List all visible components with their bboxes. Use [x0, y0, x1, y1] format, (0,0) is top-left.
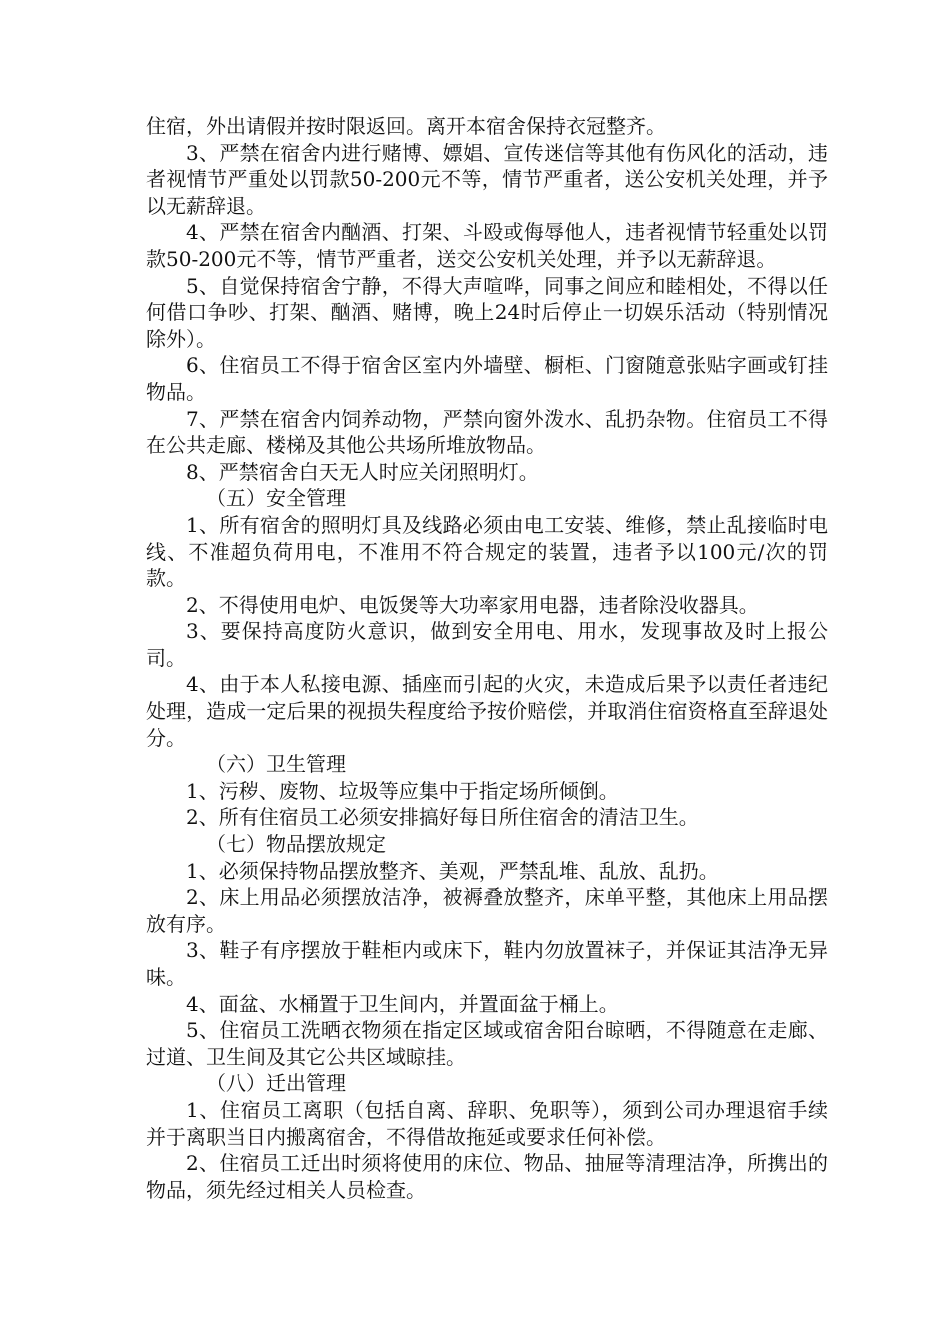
- paragraph: 1、住宿员工离职（包括自离、辞职、免职等），须到公司办理退宿手续并于离职当日内搬离宿舍，不得借故拖延或要求任何补偿。: [146, 1097, 828, 1149]
- paragraph: 3、严禁在宿舍内进行赌博、嫖娼、宣传迷信等其他有伤风化的活动，违者视情节严重处以罚款50-200元不等，情节严重者，送公安机关处理，并予以无薪辞退。: [146, 140, 828, 218]
- paragraph: 2、住宿员工迁出时须将使用的床位、物品、抽屉等清理洁净，所携出的物品，须先经过相关人员检查。: [146, 1151, 828, 1202]
- paragraph: 4、由于本人私接电源、插座而引起的火灾，未造成后果予以责任者违纪处理，造成一定后果的视损失程度给予按价赔偿，并取消住宿资格直至辞退处分。: [146, 672, 828, 750]
- paragraph: 5、自觉保持宿舍宁静，不得大声喧哗，同事之间应和睦相处，不得以任何借口争吵、打架、酗酒、赌博，晚上24时后停止一切娱乐活动（特别情况除外）。: [146, 273, 828, 351]
- paragraph: 5、住宿员工洗晒衣物须在指定区域或宿舍阳台晾晒，不得随意在走廊、过道、卫生间及其它公共区域晾挂。: [146, 1018, 828, 1069]
- paragraph: 3、要保持高度防火意识，做到安全用电、用水，发现事故及时上报公司。: [146, 619, 828, 670]
- paragraph: 3、鞋子有序摆放于鞋柜内或床下，鞋内勿放置袜子，并保证其洁净无异味。: [146, 938, 828, 989]
- document-body: [146, 113, 828, 1203]
- section-heading: （六）卫生管理: [206, 752, 346, 777]
- paragraph: 2、所有住宿员工必须安排搞好每日所住宿舍的清洁卫生。: [186, 805, 699, 830]
- paragraph: 1、所有宿舍的照明灯具及线路必须由电工安装、维修，禁止乱接临时电线、不准超负荷用电，不准用不符合规定的装置，违者予以100元/次的罚款。: [146, 512, 828, 591]
- paragraph: 6、住宿员工不得于宿舍区室内外墙壁、橱柜、门窗随意张贴字画或钉挂物品。: [146, 353, 828, 404]
- paragraph: 2、不得使用电炉、电饭煲等大功率家用电器，违者除没收器具。: [186, 592, 759, 617]
- paragraph: 4、严禁在宿舍内酗酒、打架、斗殴或侮辱他人，违者视情节轻重处以罚款50-200元不等，情节严重者，送交公安机关处理，并予以无薪辞退。: [146, 220, 828, 271]
- paragraph: 8、严禁宿舍白天无人时应关闭照明灯。: [186, 459, 539, 484]
- paragraph: 住宿，外出请假并按时限返回。离开本宿舍保持衣冠整齐。: [146, 114, 666, 138]
- paragraph: 7、严禁在宿舍内饲养动物，严禁向窗外泼水、乱扔杂物。住宿员工不得在公共走廊、楼梯及其他公共场所堆放物品。: [146, 406, 828, 458]
- section-heading: （五）安全管理: [206, 486, 346, 511]
- section-heading: （八）迁出管理: [206, 1071, 346, 1096]
- paragraph: 4、面盆、水桶置于卫生间内，并置面盆于桶上。: [186, 991, 619, 1016]
- paragraph: 1、污秽、废物、垃圾等应集中于指定场所倾倒。: [186, 778, 619, 803]
- section-heading: （七）物品摆放规定: [206, 832, 386, 857]
- paragraph: 2、床上用品必须摆放洁净，被褥叠放整齐，床单平整，其他床上用品摆放有序。: [146, 885, 828, 936]
- paragraph: 1、必须保持物品摆放整齐、美观，严禁乱堆、乱放、乱扔。: [186, 858, 719, 883]
